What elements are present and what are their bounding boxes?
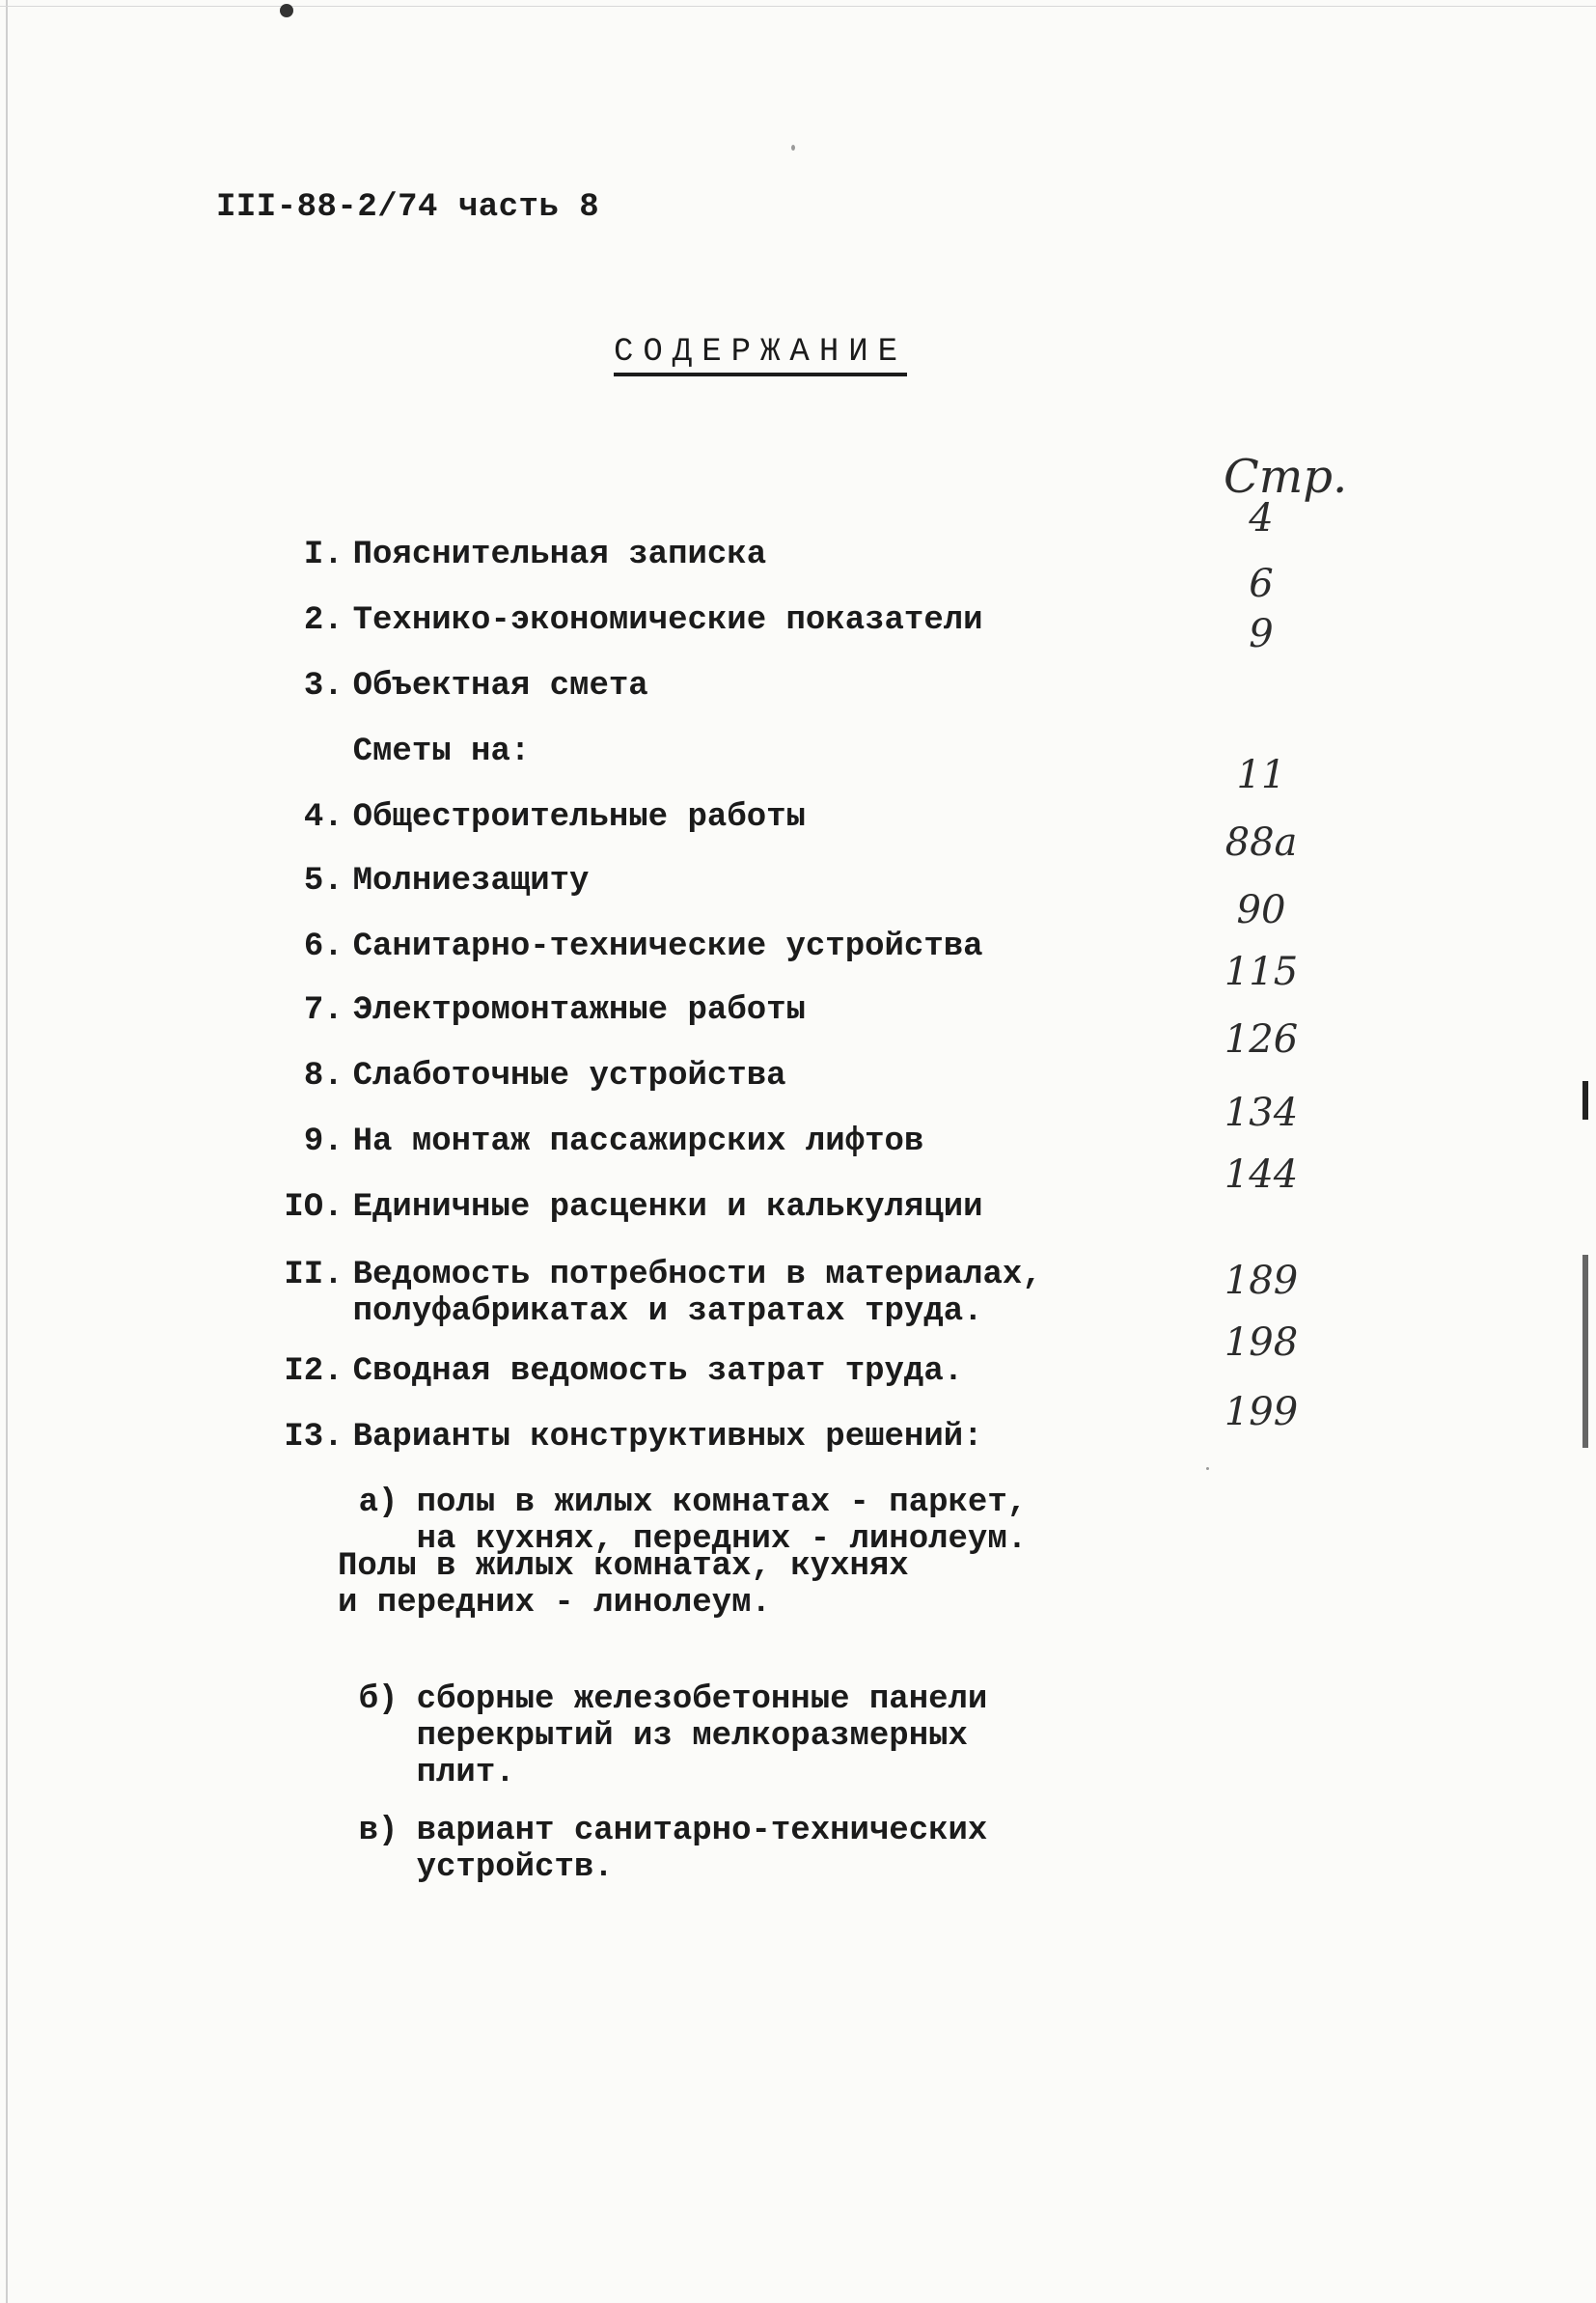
scan-edge-left — [6, 0, 8, 2303]
toc-text: Ведомость потребности в материалах, полуфабрикатах и затратах труда. — [352, 1257, 1042, 1330]
toc-text: На монтаж пассажирских лифтов — [352, 1124, 924, 1160]
scan-speck — [1206, 1467, 1209, 1470]
toc-text: Пояснительная записка — [352, 537, 767, 573]
variant-note: Полы в жилых комнатах, кухнях и передних - линолеум. — [338, 1548, 909, 1622]
scan-speck — [791, 145, 795, 151]
toc-number: 7. — [303, 992, 344, 1029]
toc-page-number: 88а — [1225, 820, 1298, 865]
toc-number: I2. — [284, 1353, 344, 1390]
toc-number: 4. — [303, 799, 344, 836]
variant-text: сборные железобетонные панели перекрытий из мелкоразмерных плит. — [416, 1681, 988, 1791]
toc-page-number: 90 — [1236, 888, 1286, 932]
toc-number: 9. — [303, 1124, 344, 1160]
toc-page-number: 9 — [1249, 612, 1274, 656]
scan-speck — [1582, 1255, 1588, 1448]
toc-text: Единичные расценки и калькуляции — [352, 1189, 983, 1226]
variant-letter: в) — [358, 1813, 399, 1849]
toc-page-number: 199 — [1224, 1390, 1299, 1434]
toc-page-number: 126 — [1224, 1017, 1299, 1062]
toc-number: 2. — [303, 602, 344, 639]
toc-text: Технико-экономические показатели — [352, 602, 983, 639]
contents-title: СОДЕРЖАНИЕ — [614, 334, 907, 376]
toc-text: Электромонтажные работы — [352, 992, 806, 1029]
toc-number: 8. — [303, 1058, 344, 1095]
toc-text: Сметы на: — [352, 734, 531, 770]
toc-text: Сводная ведомость затрат труда. — [352, 1353, 964, 1390]
toc-number: IO. — [284, 1189, 344, 1226]
toc-page-number: 189 — [1224, 1259, 1299, 1303]
toc-number: 6. — [303, 929, 344, 965]
toc-page-number: 134 — [1224, 1091, 1299, 1135]
variant-item — [280, 1776, 987, 1923]
variant-letter: а) — [358, 1484, 399, 1521]
toc-number: I. — [303, 537, 344, 573]
toc-page-number: 115 — [1224, 950, 1299, 994]
toc-text: Санитарно-технические устройства — [352, 929, 983, 965]
toc-page-number: 11 — [1236, 753, 1286, 797]
toc-page-number: 6 — [1249, 562, 1274, 606]
toc-text: Варианты конструктивных решений: — [352, 1419, 983, 1456]
variant-text: вариант санитарно-технических устройств. — [416, 1813, 988, 1886]
toc-number: II. — [284, 1257, 344, 1293]
scan-edge-top — [0, 6, 1596, 7]
toc-page-number: 4 — [1249, 496, 1274, 541]
toc-text: Слаботочные устройства — [352, 1058, 786, 1095]
toc-page-number: 144 — [1224, 1152, 1299, 1197]
toc-page-number: 198 — [1224, 1320, 1299, 1365]
toc-number: I3. — [284, 1419, 344, 1456]
toc-text: Общестроительные работы — [352, 799, 806, 836]
scan-speck — [1582, 1081, 1588, 1120]
toc-text: Молниезащиту — [352, 863, 590, 900]
variant-text: полы в жилых комнатах - паркет, на кухнях, передних - линолеум. — [416, 1484, 1028, 1558]
variant-letter: б) — [358, 1681, 399, 1718]
toc-number: 5. — [303, 863, 344, 900]
document-code: III-88-2/74 часть 8 — [216, 189, 600, 226]
toc-number: 3. — [303, 668, 344, 705]
toc-text: Объектная смета — [352, 668, 648, 705]
page-column-header: Стр. — [1224, 450, 1348, 504]
scan-speck — [280, 4, 293, 17]
